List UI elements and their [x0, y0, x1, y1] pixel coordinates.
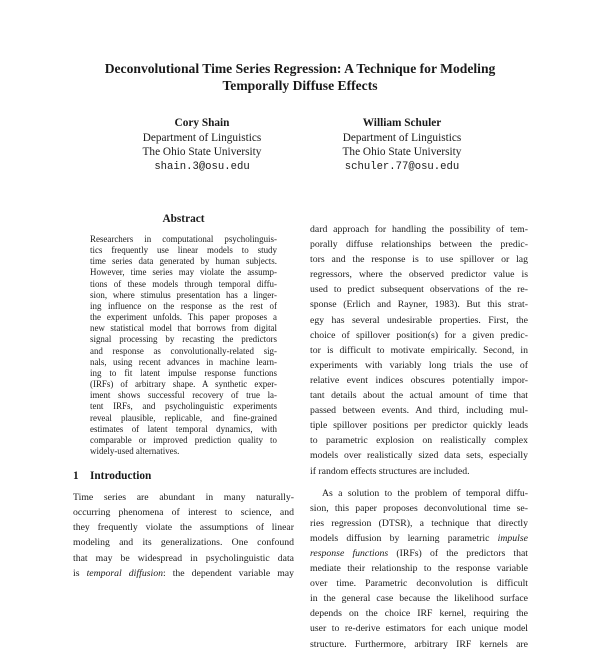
- body-line: to parametric explosion on realistically complex: [310, 435, 528, 447]
- body-line: [310, 531, 528, 546]
- intro-line: modeling and its generalizations. One confound: [73, 537, 294, 549]
- body-line: sion, this paper proposes deconvolutional time se-: [310, 502, 528, 514]
- abstract-line: tics frequently use linear models to study: [90, 245, 277, 256]
- body-line: over time. Parametric deconvolution is difficult: [310, 578, 528, 590]
- abstract-line: new statistical model that borrows from digital: [90, 323, 277, 334]
- abstract-line: iment shows successful recovery of true la-: [90, 390, 277, 401]
- abstract-line: However, time series may violate the assump-: [90, 267, 277, 278]
- body-line: As a solution to the problem of temporal diffu-: [322, 487, 528, 499]
- italic-term: impulse: [497, 532, 528, 544]
- abstract-line: the experiment unfolds. This paper proposes a: [90, 312, 277, 323]
- body-line: user to re-derive estimators for each unique model: [310, 623, 528, 635]
- text-run: (IRFs) of the predictors that: [388, 547, 528, 559]
- body-line: [310, 546, 528, 561]
- text-run: is: [73, 567, 87, 579]
- author-university: The Ohio State University: [342, 146, 462, 159]
- author-name: Cory Shain: [174, 117, 230, 129]
- body-line: in the general case because the likelihood surface: [310, 593, 528, 605]
- abstract-line: tent IRFs, and psycholinguistic experiments: [90, 401, 277, 412]
- body-line: structure. Furthermore, arbitrary IRF kernels are: [310, 638, 528, 650]
- body-line: experiments with variably long trials the use of: [310, 359, 528, 371]
- section-number: 1: [73, 470, 79, 483]
- italic-term: temporal diffusion: [86, 567, 163, 579]
- body-line: regressors, where the observed predictor value is: [310, 269, 528, 281]
- author-block: [102, 116, 302, 174]
- abstract-line: (IRFs) of arbitrary shape. A synthetic exper-: [90, 379, 277, 390]
- abstract-line: tions of these models through temporal diffu-: [90, 278, 277, 289]
- title-line: Deconvolutional Time Series Regression: A Technique for Modeling: [104, 61, 496, 76]
- paragraph-gap: [310, 479, 528, 486]
- paper-title: [60, 60, 540, 94]
- abstract-line: time series data generated by human subjects.: [90, 256, 277, 267]
- author-name: William Schuler: [362, 117, 442, 129]
- right-column: [310, 222, 528, 652]
- body-line: choice of spillover position(s) for a given predic-: [310, 329, 528, 341]
- intro-line: that may be widespread in psycholinguistic data: [73, 552, 294, 564]
- author-university: The Ohio State University: [142, 146, 262, 159]
- body-line: egy has several undesirable properties. First, the: [310, 314, 528, 326]
- intro-line: Time series are abundant in many naturally-: [73, 492, 294, 504]
- body-line: porally diffuse relationships between the predic-: [310, 239, 528, 251]
- body-line: ries regression (DTSR), a technique that directly: [310, 517, 528, 529]
- author-department: Department of Linguistics: [342, 131, 462, 144]
- abstract-line: signal processing by recasting the predictors: [90, 334, 277, 345]
- body-line: models over realistically sized data sets, especially: [310, 450, 528, 462]
- body-line: mediate their relationship to the response variable: [310, 563, 528, 575]
- abstract-heading: Abstract: [162, 213, 205, 225]
- body-line: tor is difficult to motivate empirically. Second, in: [310, 344, 528, 356]
- abstract-line: estimates of latent temporal dynamics, with: [90, 423, 277, 434]
- author-email: schuler.77@osu.edu: [344, 160, 460, 173]
- author-department: Department of Linguistics: [142, 131, 262, 144]
- author-email: shain.3@osu.edu: [154, 160, 250, 173]
- abstract-line: and response as convolutionally-related sig-: [90, 345, 277, 356]
- italic-term: response functions: [310, 547, 389, 559]
- abstract-line: ing influence on the response as the rest of: [90, 300, 277, 311]
- abstract-line: comparable or improved prediction quality to: [90, 434, 277, 445]
- intro-line: occurring phenomena of interest to science, and: [73, 507, 294, 519]
- text-run: : the dependent variable may: [162, 567, 294, 579]
- abstract-line: sion, where stimulus presentation has a linger-: [90, 289, 277, 300]
- body-line: relative event indices obscures potentially impor-: [310, 374, 528, 386]
- section-title: Introduction: [90, 470, 152, 483]
- intro-line: [73, 566, 294, 581]
- author-block: [302, 116, 502, 174]
- abstract-line: ing to fit latent impulse response functions: [90, 367, 277, 378]
- body-line: depends on the choice IRF kernel, requiring the: [310, 608, 528, 620]
- body-line: used to predict subsequent observations of the re-: [310, 284, 528, 296]
- abstract-line: nals, using recent advances in machine learn-: [90, 356, 277, 367]
- body-line: dard approach for handling the possibility of tem-: [310, 224, 528, 235]
- body-line: if random effects structures are included.: [310, 465, 470, 477]
- abstract-line: Researchers in computational psycholinguis-: [90, 234, 277, 244]
- body-line: tors and the response is to use spillover or lag: [310, 254, 528, 266]
- section-heading-introduction: [73, 469, 294, 483]
- intro-line: they frequently violate the assumptions of linear: [73, 522, 294, 534]
- left-column: [73, 212, 294, 581]
- introduction-body: [73, 490, 294, 581]
- body-line: tant details about the actual amount of time that: [310, 390, 528, 402]
- abstract-line: widely-used alternatives.: [90, 445, 180, 456]
- body-line: passed between events. And third, including mul-: [310, 405, 528, 417]
- right-column-body: [310, 222, 528, 652]
- title-line: Temporally Diffuse Effects: [222, 78, 378, 93]
- body-line: tiple spillover positions per predictor quickly leads: [310, 420, 528, 432]
- text-run: models diffusion by learning parametric: [310, 532, 498, 544]
- abstract-line: reveal plausible, replicable, and fine-grained: [90, 412, 277, 423]
- abstract-body: [90, 234, 277, 457]
- body-line: sponse (Erlich and Rayner, 1983). But this strat-: [310, 299, 528, 311]
